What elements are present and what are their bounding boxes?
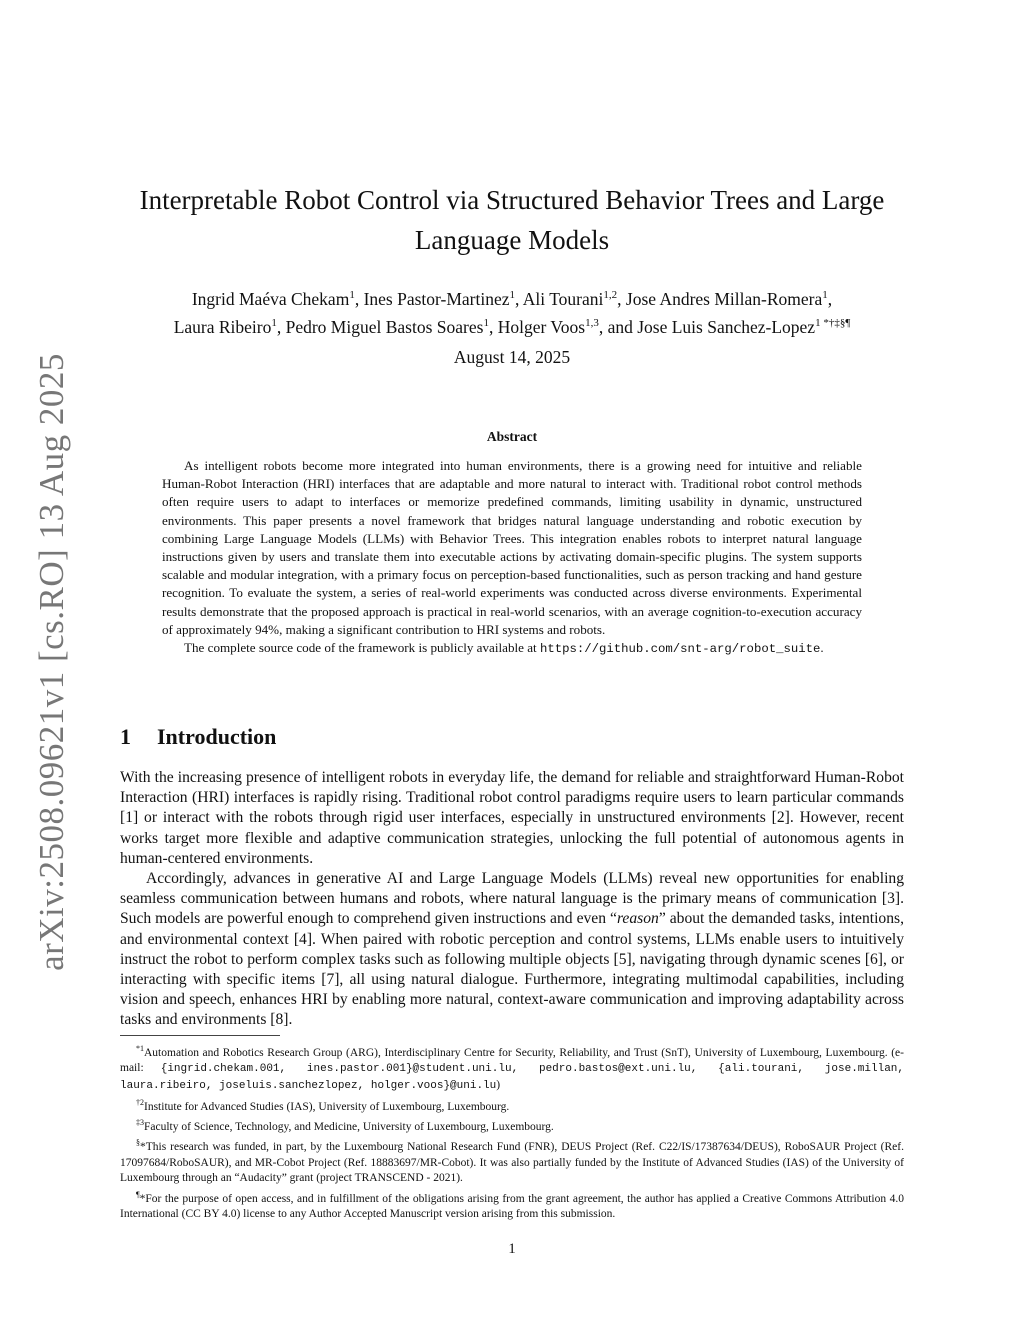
paper-title: Interpretable Robot Control via Structured Behavior Trees and Large Language Models xyxy=(139,185,885,255)
footnote: §*This research was funded, in part, by the Luxembourg National Research Fund (FNR), DEUS Project (Ref. C22/IS/17387634/DEUS), RoboSAUR Project (Ref. 17097684/RoboSAUR), and MR-Cobot Project (Ref. 18883697/MR-Cobot). It was also partially funded by the Institute of Advanced Studies (IAS) of the University of Luxembourg through an “Audacity” grant (project TRANSCEND - 2021). xyxy=(120,1138,904,1185)
abstract-heading: Abstract xyxy=(486,429,538,444)
section-heading xyxy=(120,724,276,750)
abstract-paragraph: The complete source code of the framework is publicly available at https://github.com/snt-arg/robot_suite. xyxy=(184,640,824,657)
footnote: ¶*For the purpose of open access, and in fulfillment of the obligations arising from the grant agreement, the author has applied a Creative Commons Attribution 4.0 International (CC BY 4.0) license to any Author Accepted Manuscript version arising from this submission. xyxy=(120,1190,904,1221)
author: Jose Andres Millan-Romera$^1$, xyxy=(625,288,833,309)
section-body xyxy=(120,768,904,1031)
author-list xyxy=(110,283,914,339)
footnote-divider xyxy=(120,1035,280,1036)
body-paragraph: Accordingly, advances in generative AI and Large Language Models (LLMs) reveal new opportunities for enabling seamless communication between humans and robots, where natural language is the primary means of communication [3]. Such models are powerful enough to comprehend given instructions and even “reason” about the demanded tasks, intentions, and environmental context [4]. When paired with robotic perception and control systems, LLMs enable users to intuitively instruct the robot to perform complex tasks such as following multiple objects [5], navigating through dynamic scenes [6], or interacting with specific items [7], all using natural dialogue. Furthermore, integrating multimodal capabilities, including vision and speech, enhances HRI by enabling more natural, context-aware communication and improving adaptability across tasks and environments [8]. xyxy=(120,870,904,1029)
author: Laura Ribeiro$^1$, xyxy=(173,316,286,337)
publication-date: August 14, 2025 xyxy=(453,347,571,367)
section-title: Introduction xyxy=(157,724,277,749)
source-code-link[interactable]: https://github.com/snt-arg/robot_suite xyxy=(539,642,821,657)
body-paragraph: With the increasing presence of intelligent robots in everyday life, the demand for reliable and straightforward Human-Robot Interaction (HRI) interfaces is rapidly rising. Traditional robot control paradigms require users to learn particular commands [1] or interact with the robots through rigid user interfaces, especially in unstructured environments [2]. However, recent works target more flexible and adaptive communication strategies, unlocking the full potential of autonomous agents in human-centered environments. xyxy=(120,769,904,867)
author: Holger Voos$^{1,3}$, and xyxy=(497,316,638,337)
section-number: 1 xyxy=(120,724,131,749)
author: Pedro Miguel Bastos Soares$^1$, xyxy=(285,316,498,337)
footnote: $^{\dagger 2}$Institute for Advanced Studies (IAS), University of Luxembourg, Luxembourg. xyxy=(136,1097,510,1113)
author: Ines Pastor-Martinez$^1$, xyxy=(363,288,523,309)
page-number: 1 xyxy=(508,1241,516,1257)
footnote: $^{\ddagger 3}$Faculty of Science, Technology, and Medicine, University of Luxembourg, Luxembourg. xyxy=(136,1118,554,1133)
abstract-paragraph: As intelligent robots become more integrated into human environments, there is a growing need for intuitive and reliable Human-Robot Interaction (HRI) interfaces that are adaptable and more natural to interact with. Traditional robot control methods often require users to adapt to interfaces or memorize predefined commands, limiting usability in dynamic, unstructured environments. This paper presents a novel framework that bridges natural language understanding and robotic execution by combining Large Language Models (LLMs) with Behavior Trees. This integration enables robots to interpret natural language instructions given by users and translate them into executable actions by activating domain-specific plugins. The system supports scalable and modular integration, with a primary focus on perception-based functionalities, such as person tracking and hand gesture recognition. To evaluate the system, a series of real-world experiments was conducted across diverse environments. Experimental results demonstrate that the proposed approach is practical in real-world scenarios, with an average cognition-to-execution accuracy of approximately 94%, making a significant contribution to HRI systems and robots. xyxy=(162,458,862,637)
footnotes xyxy=(120,1041,904,1223)
footnote: $^{*1}$Automation and Robotics Research Group (ARG), Interdisciplinary Centre for Security, Reliability, and Trust (SnT), University of Luxembourg, Luxembourg. (e-mail: {ingrid.chekam.001, ines.pastor.001}@student.uni.lu, pedro.bastos@ext.uni.lu, {ali.tourani, jose.millan, laura.ribeiro, joseluis.sanchezlopez, holger.voos}@uni.lu) xyxy=(120,1044,905,1093)
abstract-body xyxy=(162,457,862,658)
author: Jose Luis Sanchez-Lopez$^{1 *\dagger\ddagger\S\P}$ xyxy=(637,316,851,337)
author: Ali Tourani$^{1,2}$, xyxy=(522,288,626,309)
author: Ingrid Maéva Chekam$^1$, xyxy=(191,288,364,309)
arxiv-identifier-stamp: arXiv:2508.09621v1 [cs.RO] 13 Aug 2025 xyxy=(32,353,71,971)
